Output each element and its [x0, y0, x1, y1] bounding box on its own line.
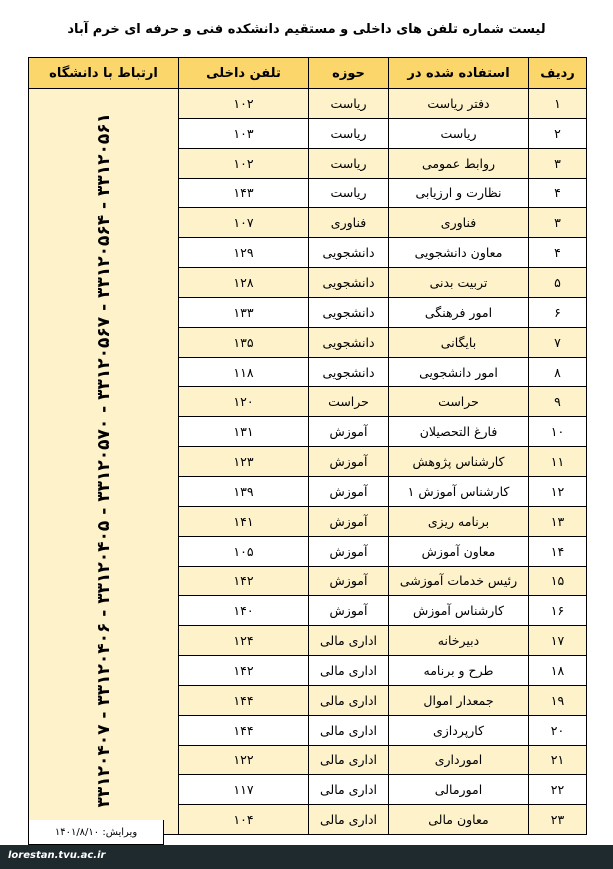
- university-phone-numbers: ۳۳۱۲۰۵۶۱ - ۳۳۱۲۰۵۶۴ - ۳۳۱۲۰۵۶۷ - ۳۳۱۲۰۵۷۰ - ۳۳۱۲۰۴۰۵ - ۳۳۱۲۰۴۰۶ - ۳۳۱۲۰۴۰۷: [93, 112, 114, 808]
- row-number-cell: ۹: [529, 387, 587, 417]
- row-number-cell: ۱۱: [529, 447, 587, 477]
- row-number-cell: ۲: [529, 118, 587, 148]
- used-in-cell: برنامه ریزی: [389, 506, 529, 536]
- row-number-cell: ۱۵: [529, 566, 587, 596]
- used-in-cell: امورداری: [389, 745, 529, 775]
- used-in-cell: تربیت بدنی: [389, 268, 529, 298]
- table-row: [29, 89, 587, 119]
- edit-date-note: ویرایش: ۱۴۰۱/۸/۱۰: [28, 820, 164, 845]
- row-number-cell: ۱۰: [529, 417, 587, 447]
- header-university-contact: ارتباط با دانشگاه: [29, 58, 179, 89]
- department-cell: ریاست: [309, 89, 389, 119]
- footer-bar: [0, 845, 613, 869]
- department-cell: اداری مالی: [309, 745, 389, 775]
- used-in-cell: معاون مالی: [389, 805, 529, 835]
- extension-cell: ۱۰۲: [179, 89, 309, 119]
- department-cell: دانشجویی: [309, 327, 389, 357]
- department-cell: دانشجویی: [309, 268, 389, 298]
- extension-cell: ۱۰۷: [179, 208, 309, 238]
- used-in-cell: طرح و برنامه: [389, 656, 529, 686]
- row-number-cell: ۱۷: [529, 626, 587, 656]
- used-in-cell: نظارت و ارزیابی: [389, 178, 529, 208]
- extension-cell: ۱۴۴: [179, 685, 309, 715]
- used-in-cell: بایگانی: [389, 327, 529, 357]
- department-cell: اداری مالی: [309, 805, 389, 835]
- used-in-cell: حراست: [389, 387, 529, 417]
- extension-cell: ۱۳۹: [179, 476, 309, 506]
- row-number-cell: ۴: [529, 238, 587, 268]
- used-in-cell: رئیس خدمات آموزشی: [389, 566, 529, 596]
- department-cell: آموزش: [309, 506, 389, 536]
- extension-cell: ۱۴۴: [179, 715, 309, 745]
- extension-cell: ۱۴۳: [179, 178, 309, 208]
- row-number-cell: ۱۳: [529, 506, 587, 536]
- extension-cell: ۱۲۲: [179, 745, 309, 775]
- row-number-cell: ۵: [529, 268, 587, 298]
- department-cell: آموزش: [309, 536, 389, 566]
- extension-cell: ۱۰۵: [179, 536, 309, 566]
- extension-cell: ۱۲۳: [179, 447, 309, 477]
- extension-cell: ۱۱۸: [179, 357, 309, 387]
- extension-cell: ۱۳۳: [179, 297, 309, 327]
- extension-cell: ۱۰۳: [179, 118, 309, 148]
- department-cell: ریاست: [309, 118, 389, 148]
- header-row-number: ردیف: [529, 58, 587, 89]
- department-cell: حراست: [309, 387, 389, 417]
- footer-url: lorestan.tvu.ac.ir: [8, 850, 106, 861]
- extension-cell: ۱۲۸: [179, 268, 309, 298]
- used-in-cell: امورمالی: [389, 775, 529, 805]
- department-cell: دانشجویی: [309, 357, 389, 387]
- page-title: لیست شماره تلفن های داخلی و مستقیم دانشکده فنی و حرفه ای خرم آباد: [67, 22, 546, 37]
- department-cell: آموزش: [309, 566, 389, 596]
- table-header-row: [29, 58, 587, 89]
- extension-cell: ۱۳۱: [179, 417, 309, 447]
- extension-cell: ۱۲۰: [179, 387, 309, 417]
- used-in-cell: معاون دانشجویی: [389, 238, 529, 268]
- department-cell: آموزش: [309, 596, 389, 626]
- department-cell: اداری مالی: [309, 626, 389, 656]
- used-in-cell: امور فرهنگی: [389, 297, 529, 327]
- department-cell: فناوری: [309, 208, 389, 238]
- row-number-cell: ۲۳: [529, 805, 587, 835]
- department-cell: اداری مالی: [309, 775, 389, 805]
- extension-cell: ۱۰۲: [179, 148, 309, 178]
- department-cell: دانشجویی: [309, 238, 389, 268]
- extension-cell: ۱۰۴: [179, 805, 309, 835]
- header-used-in: استفاده شده در: [389, 58, 529, 89]
- phone-directory-sheet: [28, 57, 586, 845]
- row-number-cell: ۳: [529, 148, 587, 178]
- row-number-cell: ۳: [529, 208, 587, 238]
- extension-cell: ۱۲۴: [179, 626, 309, 656]
- row-number-cell: ۱: [529, 89, 587, 119]
- row-number-cell: ۱۹: [529, 685, 587, 715]
- department-cell: اداری مالی: [309, 685, 389, 715]
- row-number-cell: ۴: [529, 178, 587, 208]
- row-number-cell: ۱۲: [529, 476, 587, 506]
- row-number-cell: ۲۱: [529, 745, 587, 775]
- used-in-cell: جمعدار اموال: [389, 685, 529, 715]
- used-in-cell: امور دانشجویی: [389, 357, 529, 387]
- used-in-cell: کارشناس آموزش ۱: [389, 476, 529, 506]
- used-in-cell: کارشناس پژوهش: [389, 447, 529, 477]
- row-number-cell: ۷: [529, 327, 587, 357]
- department-cell: دانشجویی: [309, 297, 389, 327]
- row-number-cell: ۱۶: [529, 596, 587, 626]
- used-in-cell: دبیرخانه: [389, 626, 529, 656]
- extension-cell: ۱۴۱: [179, 506, 309, 536]
- extension-cell: ۱۴۲: [179, 656, 309, 686]
- row-number-cell: ۱۴: [529, 536, 587, 566]
- department-cell: آموزش: [309, 476, 389, 506]
- used-in-cell: ریاست: [389, 118, 529, 148]
- extension-cell: ۱۴۲: [179, 566, 309, 596]
- department-cell: آموزش: [309, 417, 389, 447]
- header-department: حوزه: [309, 58, 389, 89]
- extension-cell: ۱۴۰: [179, 596, 309, 626]
- department-cell: اداری مالی: [309, 715, 389, 745]
- used-in-cell: فارغ التحصیلان: [389, 417, 529, 447]
- phone-directory-table: [28, 57, 587, 835]
- department-cell: اداری مالی: [309, 656, 389, 686]
- row-number-cell: ۸: [529, 357, 587, 387]
- used-in-cell: معاون آموزش: [389, 536, 529, 566]
- used-in-cell: فناوری: [389, 208, 529, 238]
- row-number-cell: ۲۲: [529, 775, 587, 805]
- extension-cell: ۱۱۷: [179, 775, 309, 805]
- department-cell: ریاست: [309, 178, 389, 208]
- row-number-cell: ۶: [529, 297, 587, 327]
- department-cell: آموزش: [309, 447, 389, 477]
- used-in-cell: کارپردازی: [389, 715, 529, 745]
- used-in-cell: روابط عمومی: [389, 148, 529, 178]
- row-number-cell: ۲۰: [529, 715, 587, 745]
- row-number-cell: ۱۸: [529, 656, 587, 686]
- extension-cell: ۱۲۹: [179, 238, 309, 268]
- table-body: [29, 89, 587, 835]
- used-in-cell: دفتر ریاست: [389, 89, 529, 119]
- extension-cell: ۱۳۵: [179, 327, 309, 357]
- header-extension: تلفن داخلی: [179, 58, 309, 89]
- department-cell: ریاست: [309, 148, 389, 178]
- university-contact-cell: [29, 89, 179, 835]
- used-in-cell: کارشناس آموزش: [389, 596, 529, 626]
